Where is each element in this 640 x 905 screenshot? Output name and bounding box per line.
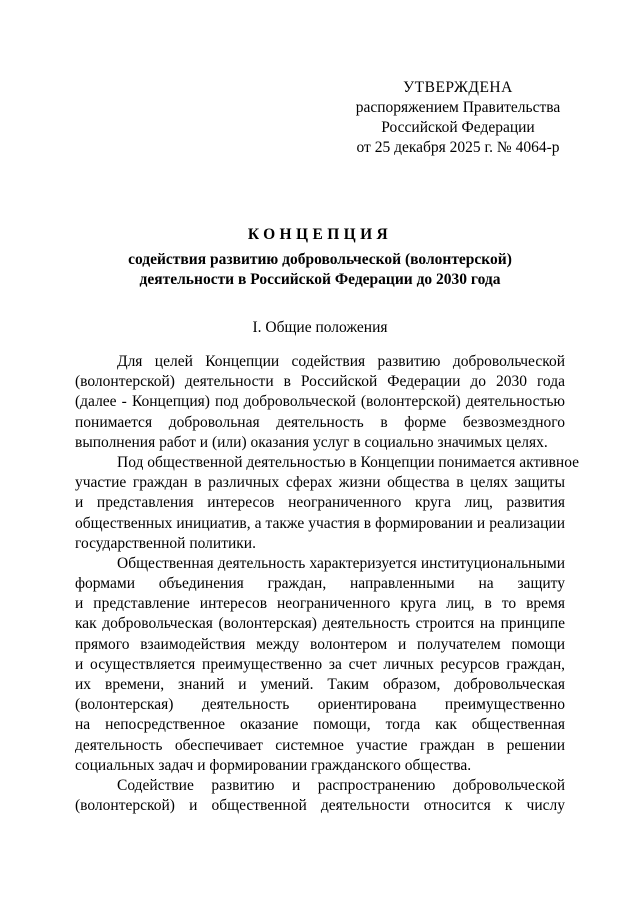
text-line: Под общественной деятельностью в Концепции понимается активное bbox=[117, 453, 580, 471]
document-subtitle bbox=[0, 250, 640, 290]
approval-line-3: от 25 декабря 2025 г. № 4064-р bbox=[356, 139, 560, 156]
section-heading: I. Общие положения bbox=[252, 319, 388, 336]
text-line: (волонтерской) деятельности в Российской Федерации до 2030 года bbox=[75, 373, 565, 391]
text-line: общественных инициатив, а также участия в формировании и реализации bbox=[75, 514, 565, 532]
text-line: Для целей Концепции содействия развитию добровольческой bbox=[117, 353, 565, 370]
approval-block bbox=[300, 78, 616, 158]
text-line: как добровольческая (волонтерская) деятельность строится на принципе bbox=[75, 615, 565, 633]
text-line: участие граждан в различных сферах жизни общества в целях защиты bbox=[75, 474, 565, 492]
paragraph-1 bbox=[75, 352, 565, 453]
text-line: Содействие развитию и распространению добровольческой bbox=[117, 776, 565, 794]
text-line: прямого взаимодействия между волонтером и получателем помощи bbox=[75, 635, 565, 653]
text-line: выполнения работ и (или) оказания услуг в социально значимых целях. bbox=[75, 433, 548, 451]
approval-line-1: распоряжением Правительства bbox=[355, 99, 561, 116]
approval-line-2: Российской Федерации bbox=[381, 119, 535, 136]
text-line: (волонтерская) деятельность ориентирована преимущественно bbox=[75, 696, 565, 714]
paragraph-4 bbox=[75, 776, 565, 816]
approval-stamp: УТВЕРЖДЕНА bbox=[403, 79, 513, 96]
subtitle-line-1: содействия развитию добровольческой (волонтерской) bbox=[128, 251, 512, 268]
paragraph-2 bbox=[75, 453, 580, 554]
text-line: и представление интересов неограниченного круга лиц, в то время bbox=[75, 595, 565, 613]
text-line: (далее - Концепция) под добровольческой (волонтерской) деятельностью bbox=[75, 393, 565, 411]
text-line: государственной политики. bbox=[75, 534, 256, 552]
text-line: социальных задач и формировании гражданского общества. bbox=[75, 756, 472, 774]
text-line: Общественная деятельность характеризуется институциональными bbox=[117, 554, 565, 572]
text-line: и осуществляется преимущественно за счет личных ресурсов граждан, bbox=[75, 655, 565, 673]
text-line: (волонтерской) и общественной деятельности относится к числу bbox=[75, 797, 565, 815]
text-line: понимается добровольная деятельность в форме безвозмездного bbox=[75, 413, 565, 431]
paragraph-3 bbox=[75, 554, 565, 776]
text-line: на непосредственное оказание помощи, тогда как общественная bbox=[75, 716, 565, 734]
body-text bbox=[75, 352, 580, 816]
text-line: формами объединения граждан, направленными на защиту bbox=[75, 575, 565, 593]
text-line: их времени, знаний и умений. Таким образом, добровольческая bbox=[75, 676, 565, 693]
text-line: и представления интересов неограниченного круга лиц, развития bbox=[75, 494, 565, 512]
document-title: КОНЦЕПЦИЯ bbox=[247, 226, 393, 243]
subtitle-line-2: деятельности в Российской Федерации до 2030 года bbox=[139, 271, 501, 288]
text-line: деятельность обеспечивает системное участие граждан в решении bbox=[75, 736, 565, 754]
